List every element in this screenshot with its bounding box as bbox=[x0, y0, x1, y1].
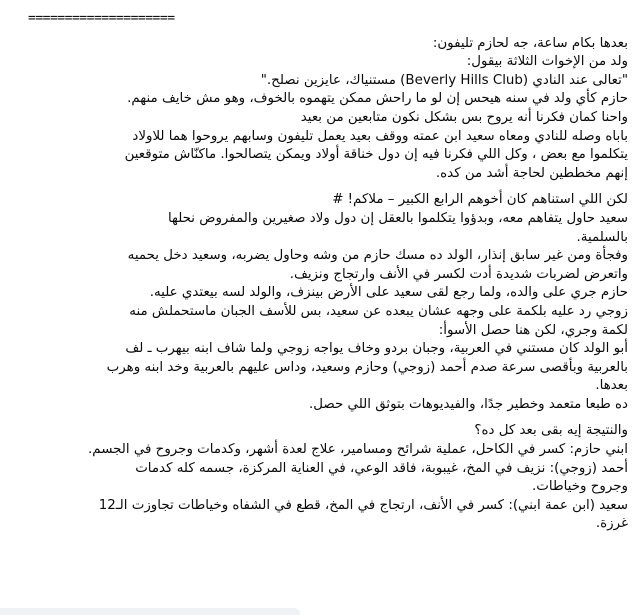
text-line: زوجي رد عليه بلكمة على وجهه عشان يبعده عن سعيد، بس للأسف الجبان ماستحملش منه bbox=[129, 303, 628, 319]
text-line: ابني حازم: كسر في الكاحل، عملية شرائح ومسامير، علاج لعدة أشهر، وكدمات وجروح في الجسم. bbox=[88, 442, 628, 458]
paragraph-result bbox=[12, 422, 628, 534]
text-line: وجروح وخياطات. bbox=[532, 479, 628, 495]
text-line: بالعربية وبأقصى سرعة صدم أحمد (زوجي) وحازم وسعيد، وداس عليهم بالعربية وخد ابنه وهرب bbox=[106, 359, 628, 375]
text-line: حازم جري على والده، ولما رجع لقى سعيد على الأرض بينزف، والولد لسه بيعتدي عليه. bbox=[149, 285, 628, 301]
text-line: واتعرض لضربات شديدة أدت لكسر في الأنف وارتجاج ونزيف. bbox=[289, 266, 628, 282]
paragraph-gap bbox=[12, 414, 628, 422]
text-line: أبو الولد كان مستني في العربية، وجبان بردو وخاف يواجه زوجي ولما شاف ابنه بيهرب ـ لف bbox=[125, 341, 628, 357]
text-line: سعيد حاول يتفاهم معه، وبدؤوا يتكلموا بالعقل إن دول ولاد صغيرين والمفروض نحلها bbox=[167, 210, 628, 226]
text-line: بالسلمية. bbox=[576, 229, 628, 245]
paragraph-incident bbox=[12, 191, 628, 414]
text-line: يتكلموا مع بعض ، وكل اللي فكرنا فيه إن دول خناقة أولاد ويمكن يتصالحوا. ماكنّاش متوقعين bbox=[124, 147, 628, 163]
text-line: باباه وصله للنادي ومعاه سعيد ابن عمته ووقف بعيد يعمل تليفون وسابهم يروحوا هما للاولاد bbox=[132, 128, 628, 144]
paragraph-phone-call bbox=[12, 35, 628, 184]
text-line: أحمد (زوجي): نزيف في المخ، غيبوبة، فاقد الوعي، في العناية المركزة، جسمه كله كدمات bbox=[135, 460, 628, 476]
text-line: غرزة. bbox=[595, 516, 628, 532]
text-line: لكمة وجري، لكن هنا حصل الأسوأ: bbox=[438, 322, 628, 338]
text-line: ده طبعا متعمد وخطير جدًا، والفيديوهات بتوثق اللي حصل. bbox=[309, 396, 628, 412]
text-line: "تعالى عند النادي (Beverly Hills Club) مستنياك، عايزين نصلح." bbox=[260, 72, 628, 88]
comment-bar-edge bbox=[0, 608, 300, 615]
text-line: إنهم مخططين لحاجة أشد من كده. bbox=[435, 165, 628, 181]
text-line: لكن اللي استناهم كان أخوهم الرابع الكبير – ملاكم! # bbox=[332, 192, 628, 208]
text-line: بعدها. bbox=[595, 378, 628, 394]
paragraph-gap bbox=[12, 183, 628, 191]
text-line: واحنا كمان فكرنا أنه يروح بس بشكل نكون متابعين من بعيد bbox=[300, 109, 628, 125]
text-line: سعيد (ابن عمة ابني): كسر في الأنف، ارتجاج في المخ، قطع في الشفاه وخياطات تجاوزت الـ12 bbox=[98, 497, 628, 513]
text-line: حازم كأي ولد في سنه هيحس إن لو ما راحش ممكن يتهموه بالخوف، وهو مش خايف منهم. bbox=[127, 91, 628, 107]
divider-line: ==================== bbox=[28, 11, 175, 26]
text-line: والنتيجة إيه بقى بعد كل ده؟ bbox=[474, 423, 628, 439]
text-line: ولد من الإخوات الثلاثة بيقول: bbox=[466, 54, 628, 70]
text-line: وفجأة ومن غير سابق إنذار، الولد ده مسك حازم من وشه وحاول يضربه، وسعيد دخل يحميه bbox=[127, 248, 628, 264]
text-line: بعدها بكام ساعة، جه لحازم تليفون: bbox=[432, 35, 628, 51]
